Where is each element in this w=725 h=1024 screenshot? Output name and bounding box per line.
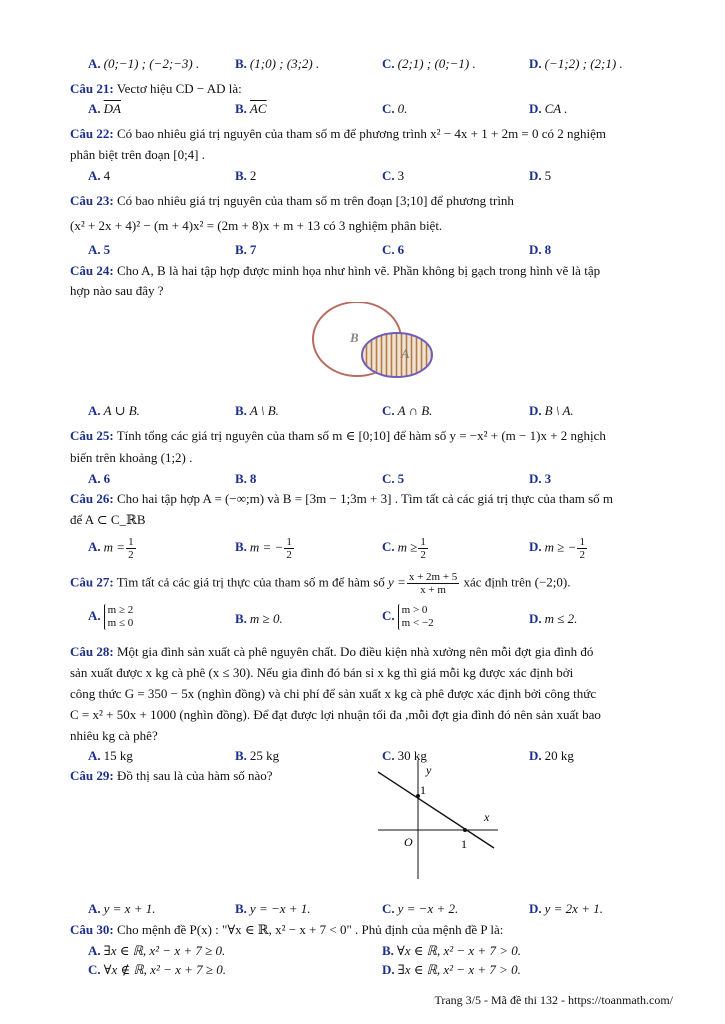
q20-option-a: A. (0;−1) ; (−2;−3) . <box>88 56 200 71</box>
q22-stem-2: phân biệt trên đoạn [0;4] . <box>70 147 206 162</box>
q27-stem: Câu 27: Tìm tất cả các giá trị thực của tham số m để hàm số y = $\frac{x + 2m + 5}{x + m}$ xác định trên (−2;0). <box>70 571 571 596</box>
q26-stem-2: để A ⊂ C_ℝB <box>70 512 146 527</box>
y-axis-label: y <box>426 763 432 777</box>
q29-option-b: B. y = −x + 1. <box>235 901 311 916</box>
q26-option-a: A. m = $\frac{1}{2}$ <box>88 536 134 561</box>
q29-option-a: A. y = x + 1. <box>88 901 156 916</box>
q22-option-c: C. 3 <box>382 168 405 183</box>
x-axis-label: x <box>484 810 490 824</box>
q30-option-b: B. ∀x ∈ ℝ, x² − x + 7 > 0. <box>382 943 521 958</box>
q20-option-c: C. (2;1) ; (0;−1) . <box>382 56 476 71</box>
q26-option-c: C. m ≥ $\frac{1}{2}$ <box>382 536 426 561</box>
q26-stem: Câu 26: Cho hai tập hợp A = (−∞;m) và B = [3m − 1;3m + 3] . Tìm tất cả các giá trị thực của tham số m <box>70 491 614 506</box>
q24-option-d: D. B \ A. <box>529 403 574 418</box>
q22-option-d: D. 5 <box>529 168 552 183</box>
y-tick-label: 1 <box>420 783 426 797</box>
q25-option-b: B. 8 <box>235 471 257 486</box>
q25-stem: Câu 25: Tính tổng các giá trị nguyên của tham số m ∈ [0;10] để hàm số y = −x² + (m − 1)x + 2 nghịch <box>70 428 606 443</box>
q24-stem: Câu 24: Cho A, B là hai tập hợp được minh họa như hình vẽ. Phần không bị gạch trong hình vẽ là tập <box>70 263 601 278</box>
q28-option-b: B. 25 kg <box>235 748 280 763</box>
x-intercept-point <box>463 828 467 832</box>
q20-option-d: D. (−1;2) ; (2;1) . <box>529 56 623 71</box>
q23-option-c: C. 6 <box>382 242 405 257</box>
set-a-label: A <box>401 346 410 361</box>
q26-option-b: B. m = − $\frac{1}{2}$ <box>235 536 292 561</box>
q28-stem-2: sản xuất được x kg cà phê (x ≤ 30). Nếu gia đình đó bán sỉ x kg thì giá mỗi kg được xác định bởi <box>70 665 574 680</box>
q30-stem: Câu 30: Cho mệnh đề P(x) : "∀x ∈ ℝ, x² − x + 7 < 0" . Phủ định của mệnh đề P là: <box>70 922 504 937</box>
page-footer: Trang 3/5 - Mã đề thi 132 - https://toanmath.com/ <box>434 993 673 1007</box>
q22-option-a: A. 4 <box>88 168 111 183</box>
q25-option-a: A. 6 <box>88 471 111 486</box>
q28-option-a: A. 15 kg <box>88 748 133 763</box>
q20-option-b: B. (1;0) ; (3;2) . <box>235 56 320 71</box>
q28-option-d: D. 20 kg <box>529 748 574 763</box>
x-tick-label: 1 <box>461 837 467 851</box>
q27-option-c: C. m > 0 m < −2 <box>382 604 434 629</box>
q21-option-a: A. $\overline{DA}$ <box>88 101 121 116</box>
q30-option-d: D. ∃x ∈ ℝ, x² − x + 7 > 0. <box>382 962 521 977</box>
q21-stem: Câu 21: Vectơ hiệu CD − AD là: <box>70 81 242 96</box>
q27-option-a: A. m ≥ 2 m ≤ 0 <box>88 604 134 629</box>
graph-line <box>378 772 494 848</box>
q24-stem-2: hợp nào sau đây ? <box>70 283 164 298</box>
q24-option-c: C. A ∩ B. <box>382 403 433 418</box>
venn-diagram <box>305 302 440 384</box>
q25-option-c: C. 5 <box>382 471 405 486</box>
q23-option-b: B. 7 <box>235 242 257 257</box>
q23-stem-2: (x² + 2x + 4)² − (m + 4)x² = (2m + 8)x + m + 13 có 3 nghiệm phân biệt. <box>70 218 443 233</box>
origin-label: O <box>404 835 413 849</box>
q28-option-c: C. 30 kg <box>382 748 427 763</box>
set-a-ellipse <box>362 333 432 377</box>
q29-option-d: D. y = 2x + 1. <box>529 901 603 916</box>
q25-stem-2: biến trên khoảng (1;2) . <box>70 450 193 465</box>
q29-option-c: C. y = −x + 2. <box>382 901 459 916</box>
q22-option-b: B. 2 <box>235 168 257 183</box>
q25-option-d: D. 3 <box>529 471 552 486</box>
q23-option-a: A. 5 <box>88 242 111 257</box>
q28-stem-5: nhiêu kg cà phê? <box>70 728 158 743</box>
q30-option-a: A. ∃x ∈ ℝ, x² − x + 7 ≥ 0. <box>88 943 226 958</box>
q27-option-b: B. m ≥ 0. <box>235 611 283 626</box>
q26-option-d: D. m ≥ − $\frac{1}{2}$ <box>529 536 585 561</box>
q27-option-d: D. m ≤ 2. <box>529 611 578 626</box>
q30-option-c: C. ∀x ∉ ℝ, x² − x + 7 ≥ 0. <box>88 962 227 977</box>
q23-stem: Câu 23: Có bao nhiêu giá trị nguyên của tham số m trên đoạn [3;10] để phương trình <box>70 193 514 208</box>
q28-stem-3: công thức G = 350 − 5x (nghìn đồng) và chi phí để sản xuất x kg cà phê được xác định bởi công thức <box>70 686 597 701</box>
q21-option-d: D. CA . <box>529 101 568 116</box>
function-graph <box>372 757 500 882</box>
q21-option-c: C. 0. <box>382 101 408 116</box>
q28-stem-1: Câu 28: Một gia đình sản xuất cà phê nguyên chất. Do điều kiện nhà xưởng nên mỗi đợt gia đình đó <box>70 644 594 659</box>
q22-stem: Câu 22: Có bao nhiêu giá trị nguyên của tham số m để phương trình x² − 4x + 1 + 2m = 0 có 2 nghiệm <box>70 126 607 141</box>
q24-option-a: A. A ∪ B. <box>88 403 140 418</box>
q29-stem: Câu 29: Đồ thị sau là của hàm số nào? <box>70 768 273 783</box>
set-b-label: B <box>350 330 359 345</box>
q24-option-b: B. A \ B. <box>235 403 279 418</box>
q28-stem-4: C = x² + 50x + 1000 (nghìn đồng). Để đạt được lợi nhuận tối đa ,mỗi đợt gia đình đó nên sản xuất bao <box>70 707 601 722</box>
q23-option-d: D. 8 <box>529 242 552 257</box>
q21-option-b: B. $\overline{AC}$ <box>235 101 267 116</box>
